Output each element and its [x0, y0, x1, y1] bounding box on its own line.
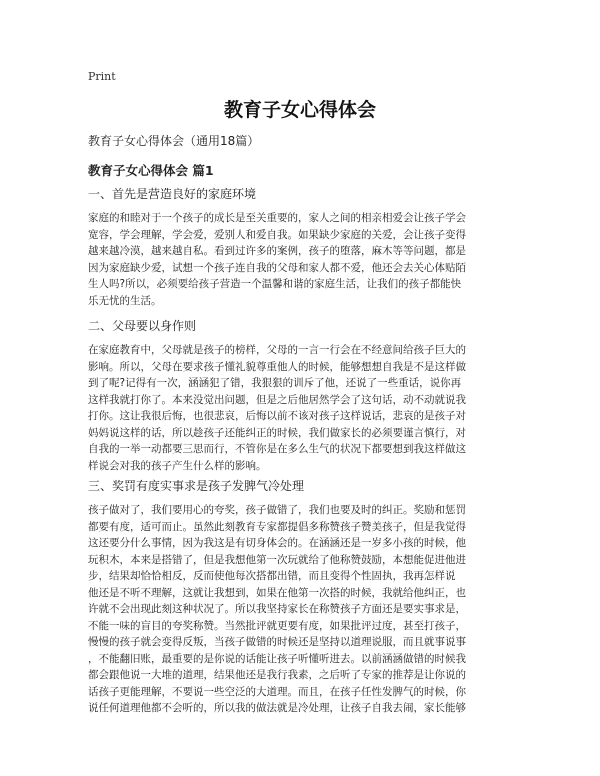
paragraph-line: 到了呢?记得有一次，涵涵犯了错，我狠狠的训斥了他，还说了一些重话，说你再: [88, 377, 462, 389]
paragraph-line: 自我的一举一动都要三思而行，不管你是在多么生气的状况下都要想到我这样做这: [88, 443, 466, 455]
paragraph-line: 样说会对我的孩子产生什么样的影响。: [88, 459, 267, 472]
paragraph-line: 越来越冷漠，越来越自私。看到过许多的案例，孩子的堕落，麻木等等问题，都是: [88, 245, 466, 257]
paragraph-line: 慢慢的孩子就会变得反叛，当孩子做错的时候还是坚持以道理说服，而且就事说事: [88, 636, 466, 648]
paragraph-line: 说任何道理他都不会听的，所以我的做法就是冷处理，让孩子自我去闹，家长能够: [88, 702, 466, 714]
paragraph-line: 他还是不听不理解，这就让我想到，如果在他第一次搭的时候，我就给他纠正，也: [88, 586, 466, 599]
paragraph-line: 家庭的和睦对于一个孩子的成长是至关重要的，家人之间的相亲相爱会让孩子学会: [88, 212, 466, 224]
heading-3: 三、奖罚有度实事求是孩子发脾气冷处理: [88, 479, 305, 493]
heading-2: 二、父母要以身作则: [88, 319, 197, 333]
paragraph-line: 都会跟他说一大堆的道理，结果他还是我行我素，之后听了专家的推荐是让你说的: [88, 669, 466, 681]
paragraph-line: 孩子做对了，我们要用心的夸奖，孩子做错了，我们也要及时的纠正。奖励和惩罚: [88, 504, 466, 516]
paragraph-line: 这样我就打你了。本来没觉出问题，但是之后他居然学会了这句话，动不动就说我: [88, 393, 466, 406]
print-link[interactable]: Print: [88, 70, 116, 83]
paragraph-line: 不能一味的盲目的夸奖称赞。当然批评就更要有度，如果批评过度，甚至打孩子，: [88, 619, 466, 632]
paragraph-line: 都要有度，适可而止。虽然此刻教育专家都提倡多称赞孩子赞美孩子，但是我觉得: [88, 520, 466, 533]
heading-1: 一、首先是营造良好的家庭环境: [88, 187, 257, 201]
paragraph-line: 话孩子更能理解，不要说一些空泛的大道理。而且，在孩子任性发脾气的时候，你: [88, 685, 466, 698]
paragraph-line: 因为家庭缺少爱，试想一个孩子连自我的父母和家人都不爱，他还会去关心体贴陌: [88, 261, 466, 274]
paragraph-line: 生人吗?所以，必须要给孩子营造一个温馨和谐的家庭生活，让我们的孩子都能快: [88, 278, 462, 290]
paragraph-line: ，不能翻旧账，最重要的是你说的话能让孩子听懂听进去。以前涵涵做错的时候我: [88, 652, 466, 665]
paragraph-1: [88, 210, 516, 309]
paragraph-line: 这还要分什么事情，因为我这是有切身体会的。在涵涵还是一岁多小孩的时候，他: [88, 537, 466, 549]
paragraph-line: 许就不会出现此刻这种状况了。所以我坚持家长在称赞孩子方面还是要实事求是，: [88, 603, 466, 615]
paragraph-line: 乐无忧的生活。: [88, 294, 162, 307]
paragraph-line: 宽容，学会理解，学会爱，爱别人和爱自我。如果缺少家庭的关爱，会让孩子变得: [88, 228, 466, 241]
document-subtitle: 教育子女心得体会（通用18篇）: [88, 134, 260, 148]
paragraph-line: 在家庭教育中，父母就是孩子的榜样，父母的一言一行会在不经意间给孩子巨大的: [88, 344, 466, 356]
document-title: 教育子女心得体会: [223, 99, 376, 121]
paragraph-line: 影响。所以，父母在要求孩子懂礼貌尊重他人的时候，能够想想自我是不是这样做: [88, 360, 466, 373]
paragraph-line: 妈妈说这样的话，所以趁孩子还能纠正的时候，我们做家长的必须要谨言慎行，对: [88, 426, 466, 439]
paragraph-line: 玩积木，本来是搭错了，但是我想他第一次玩就给了他称赞鼓励，本想能促进他进: [88, 553, 466, 566]
paragraph-line: 步，结果却恰恰相反，反而使他每次搭都出错，而且变得个性固执，我再怎样说: [88, 570, 456, 582]
paragraph-line: 打你。这让我很后悔，也很悲哀，后悔以前不该对孩子这样说话，悲哀的是孩子对: [88, 410, 466, 422]
paragraph-3: [88, 502, 516, 717]
section-title: 教育子女心得体会 篇1: [88, 163, 214, 178]
paragraph-2: [88, 342, 516, 474]
